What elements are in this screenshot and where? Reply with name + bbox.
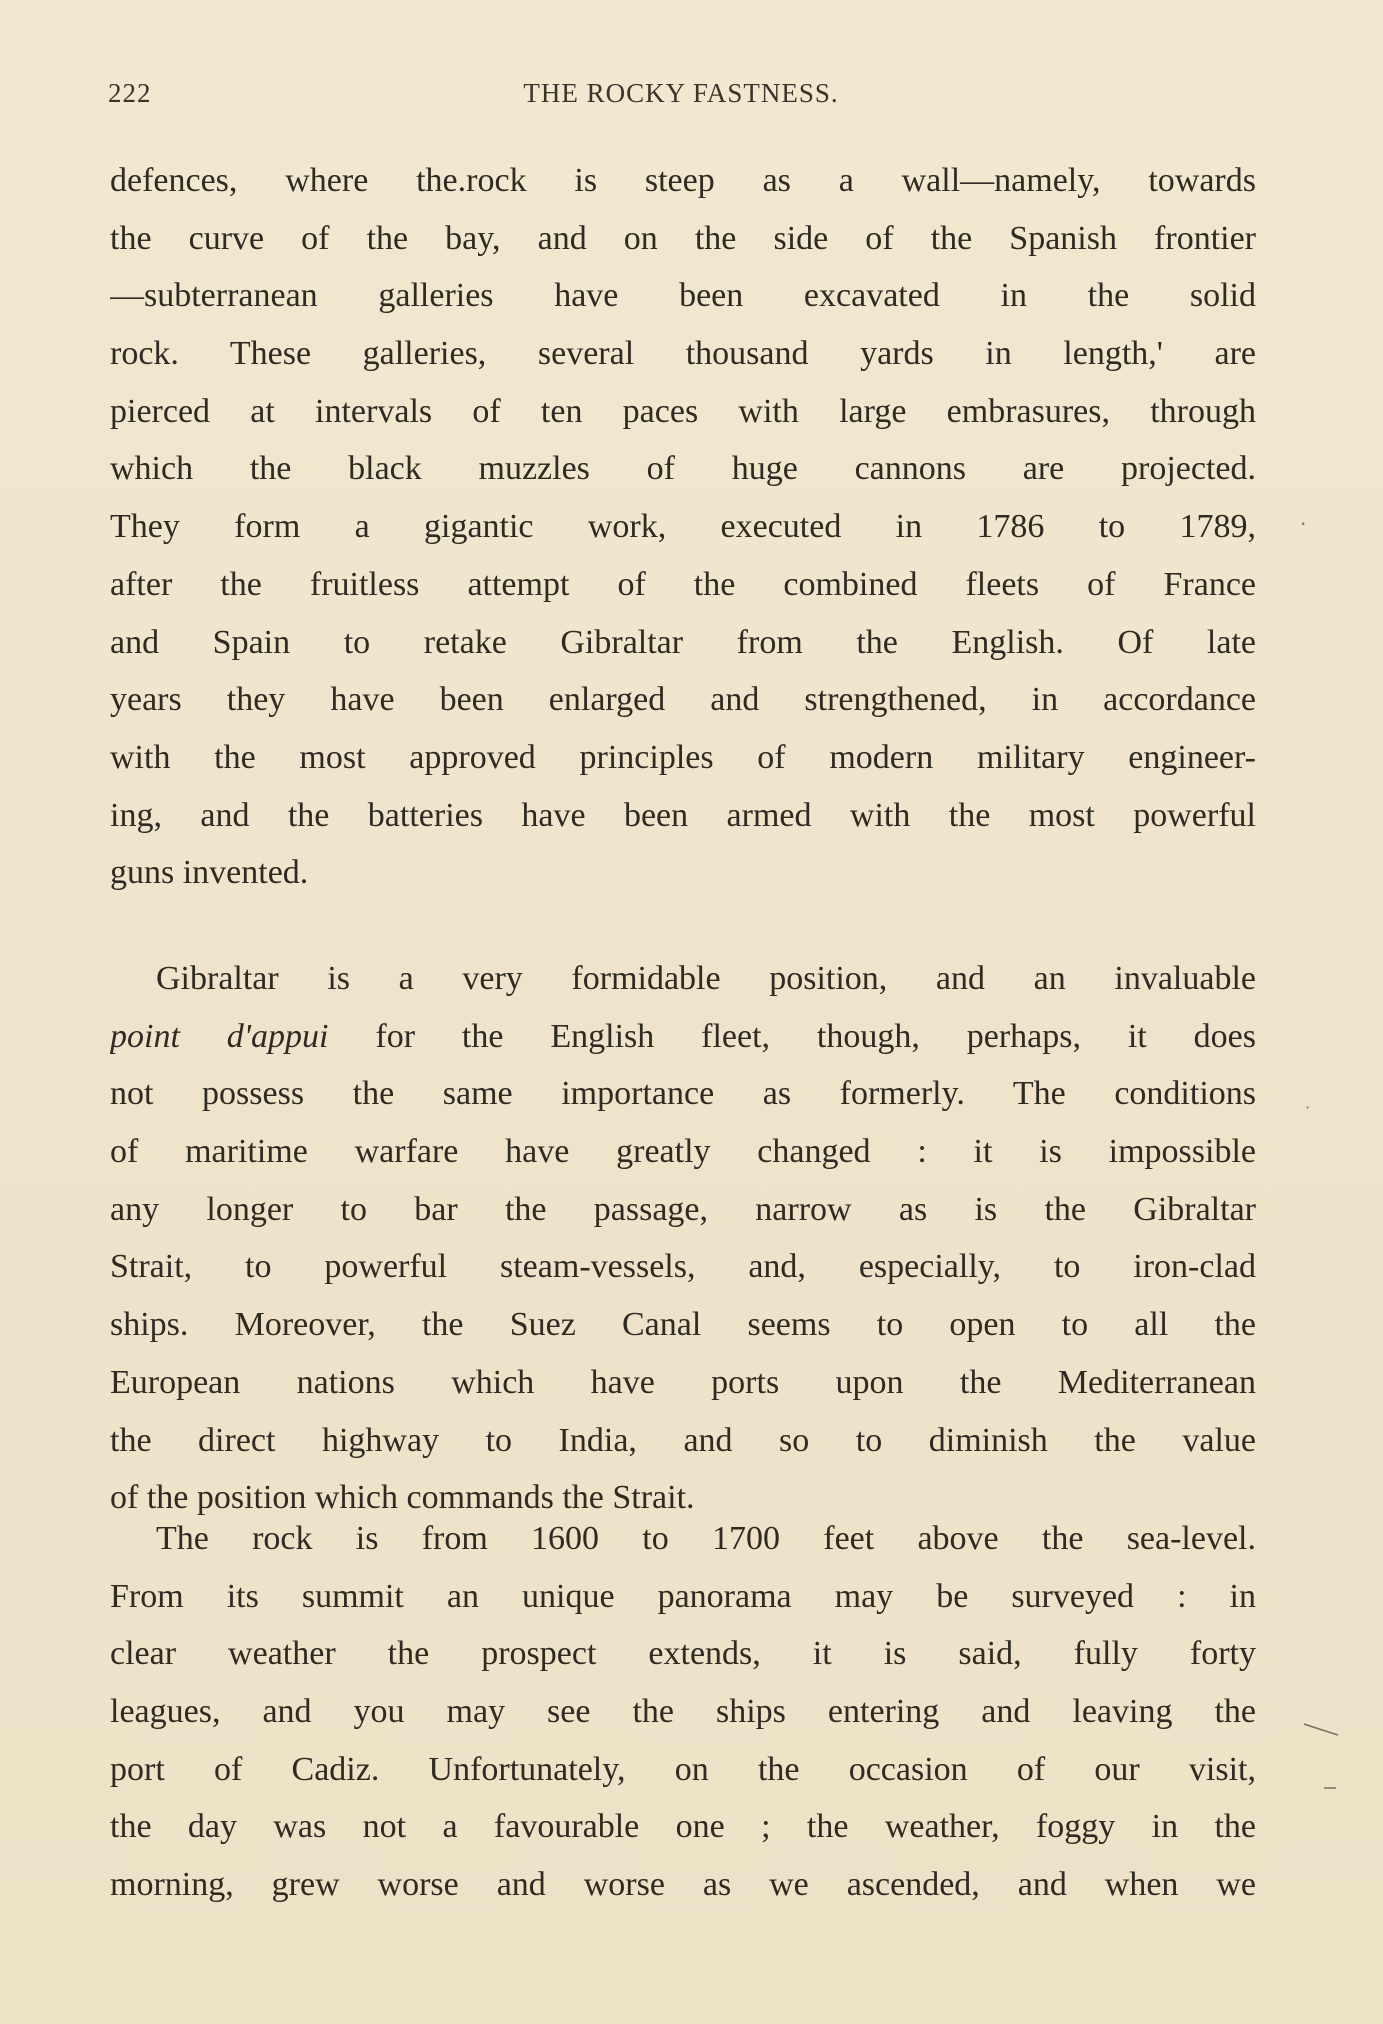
text-line: after the fruitless attempt of the combined fleets of France — [110, 565, 1256, 603]
text-line: defences, where the.rock is steep as a wall—namely, towards — [110, 162, 1256, 199]
text-line: —subterranean galleries have been excavated in the solid — [110, 277, 1256, 315]
text-line: rock. These galleries, several thousand yards in length,' are — [110, 335, 1256, 373]
text-line: with the most approved principles of modern military engineer- — [110, 738, 1256, 776]
text-line: Strait, to powerful steam-vessels, and, especially, to iron-clad — [110, 1248, 1256, 1286]
text-line: ships. Moreover, the Suez Canal seems to open to all the — [110, 1306, 1256, 1344]
text-line: From its summit an unique panorama may be surveyed : in — [110, 1577, 1256, 1615]
margin-stroke-mark — [1302, 1720, 1342, 1740]
text-line: pierced at intervals of ten paces with large embrasures, through — [110, 392, 1256, 430]
text-line: the curve of the bay, and on the side of the Spanish frontier — [110, 219, 1256, 257]
page-header — [108, 78, 1254, 118]
running-title: THE ROCKY FASTNESS. — [523, 78, 839, 108]
text-line: They form a gigantic work, executed in 1786 to 1789, — [110, 508, 1256, 546]
text-line: European nations which have ports upon the Mediterranean — [110, 1363, 1256, 1401]
text-line: guns invented. — [110, 854, 309, 892]
margin-dash-mark — [1322, 1784, 1342, 1792]
text-line: morning, grew worse and worse as we ascended, and when we — [110, 1866, 1256, 1904]
text-line: any longer to bar the passage, narrow as is the Gibraltar — [110, 1190, 1256, 1228]
text-line: The rock is from 1600 to 1700 feet above the sea-level. — [156, 1520, 1256, 1557]
text-line: of the position which commands the Strait. — [110, 1479, 695, 1517]
text-line: Gibraltar is a very formidable position, and an invaluable — [156, 960, 1256, 997]
text-line: and Spain to retake Gibraltar from the English. Of late — [110, 623, 1256, 661]
text-line: of maritime warfare have greatly changed : it is impossible — [110, 1133, 1256, 1171]
text-line: which the black muzzles of huge cannons are projected. — [110, 450, 1256, 488]
paragraph-gibraltar-position — [110, 950, 1256, 1527]
margin-dot-mark: · — [1305, 1098, 1311, 1117]
text-line: the direct highway to India, and so to diminish the value — [110, 1421, 1256, 1459]
margin-dot-mark: · — [1300, 512, 1307, 536]
text-line: years they have been enlarged and strengthened, in accordance — [110, 681, 1256, 719]
text-line: ing, and the batteries have been armed with the most powerful — [110, 796, 1256, 834]
text-line: clear weather the prospect extends, it is said, fully forty — [110, 1635, 1256, 1673]
text-line — [110, 1008, 1256, 1066]
text-line: leagues, and you may see the ships entering and leaving the — [110, 1693, 1256, 1731]
text-line: not possess the same importance as formerly. The conditions — [110, 1075, 1256, 1113]
text-line: port of Cadiz. Unfortunately, on the occasion of our visit, — [110, 1750, 1256, 1788]
paragraph-fortifications — [110, 152, 1256, 902]
italic-phrase: point d'appui — [110, 1017, 329, 1055]
text-run: for the English fleet, though, perhaps, it does — [328, 1017, 1256, 1055]
page-number: 222 — [108, 78, 152, 108]
paragraph-panorama — [110, 1510, 1256, 1914]
text-line: the day was not a favourable one ; the weather, foggy in the — [110, 1808, 1256, 1846]
